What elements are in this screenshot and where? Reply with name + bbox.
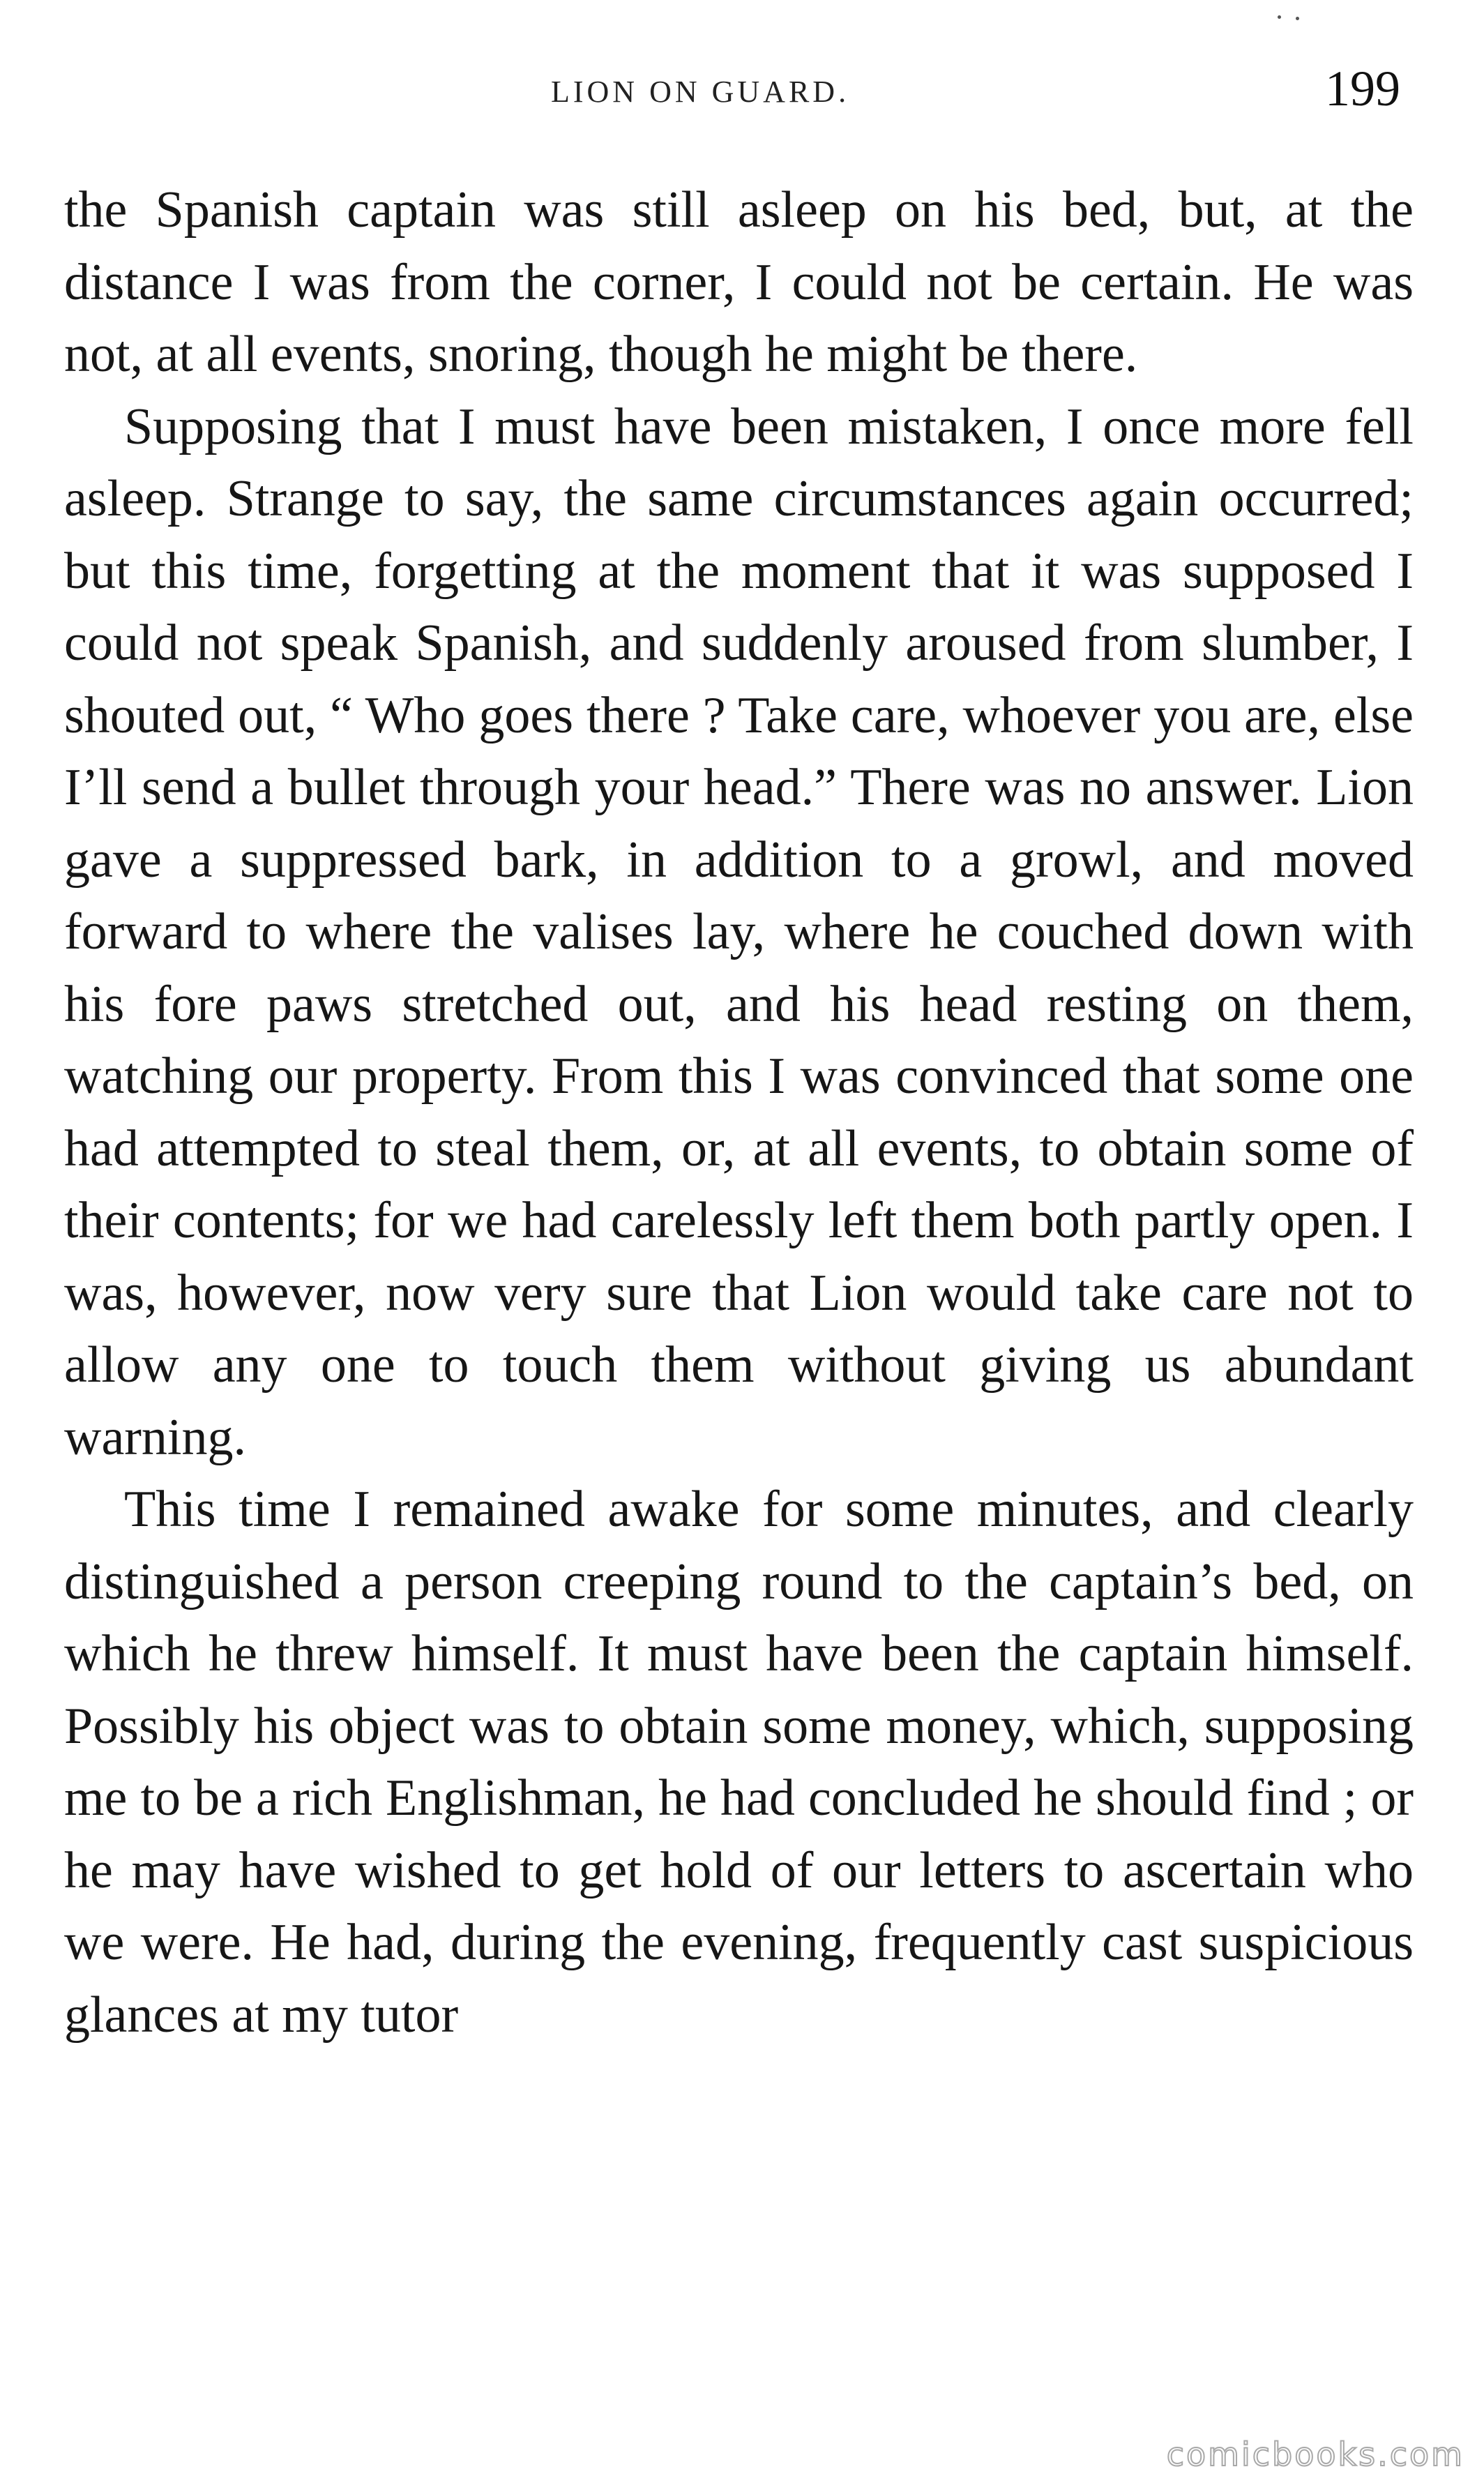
print-speck — [1278, 15, 1281, 19]
running-title: LION ON GUARD. — [551, 75, 850, 109]
page-number: 199 — [1325, 61, 1400, 116]
watermark: comicbooks.com — [1166, 2436, 1464, 2473]
body-text — [64, 174, 1414, 2051]
print-speck — [1296, 17, 1299, 20]
paragraph-2: Supposing that I must have been mistaken, I once more fell asleep. Strange to say, the same circumstances again occurred; but this time, forgetting at the moment that it was supposed I could not speak Spanish, and suddenly aroused from slumber, I shouted out, “ Who goes there ? Take care, whoever you are, else I’ll send a bullet through your head.” There was no answer. Lion gave a suppressed bark, in addition to a growl, and moved forward to where the valises lay, where he couched down with his fore paws stretched out, and his head resting on them, watching our property. From this I was convinced that some one had attempted to steal them, or, at all events, to obtain some of their contents; for we had carelessly left them both partly open. I was, however, now very sure that Lion would take care not to allow any one to touch them without giving us abundant warning. — [64, 398, 1414, 1466]
page-header — [0, 60, 1484, 144]
paragraph-1: the Spanish captain was still asleep on his bed, but, at the distance I was from the corner, I could not be certain. He was not, at all events, snoring, though he might be there. — [64, 181, 1414, 383]
paragraph-3: This time I remained awake for some minutes, and clearly distinguished a person creeping round to the captain’s bed, on which he threw himself. It must have been the captain himself. Possibly his object was to obtain some money, which, supposing me to be a rich Englishman, he had concluded he should find ; or he may have wished to get hold of our letters to ascertain who we were. He had, during the evening, frequently cast suspicious glances at my tutor — [64, 1481, 1414, 2044]
